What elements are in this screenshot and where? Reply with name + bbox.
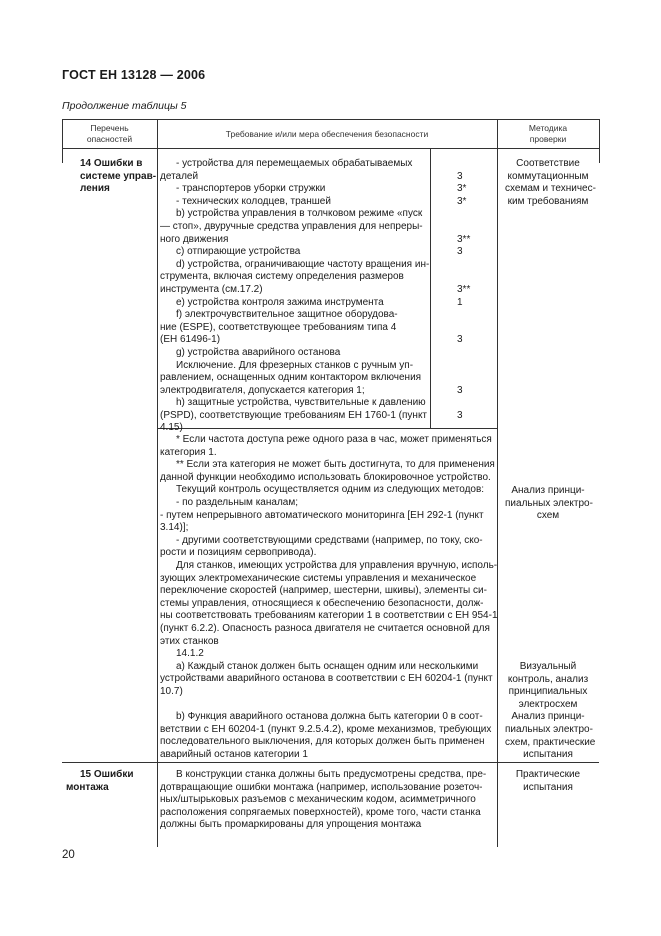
table-continuation-caption: Продолжение таблицы 5 [62, 100, 187, 112]
category-value: 1 [457, 296, 463, 308]
category-value: 3* [457, 183, 467, 195]
method-15: Практические испытания [515, 769, 581, 793]
category-value: 3** [457, 284, 471, 295]
category-divider [430, 148, 431, 428]
category-value: 3 [457, 334, 463, 346]
category-value: 3 [457, 384, 463, 396]
category-value: 3 [457, 410, 463, 421]
method-14-low: Визуальный контроль, анализ принципиальных электросхем Анализ принци- пиальных электро- схем, практические испытания [505, 661, 596, 761]
column-divider-1 [157, 119, 158, 847]
category-value: 3 [457, 246, 463, 258]
method-14-top: Соответствие коммутационным схемам и техничес- ким требованиям [505, 158, 596, 207]
column-header-requirements: Требование и/или мера обеспечения безопасности [225, 129, 429, 139]
page-number: 20 [62, 849, 75, 861]
requirements-15: В конструкции станка должны быть предусмотрены средства, пре- дотвращающие ошибки монтажа (например, использование розеточ- ных/штырьковых разъемов с механическим кодом, асимметричного расположения сопрягаемых поверхностей), кроме того, части станка должны быть промаркированы для упрощения монтажа [160, 769, 487, 831]
table-right-border [599, 119, 600, 163]
row-divider [62, 762, 599, 763]
column-header-hazards: Перечень опасностей [86, 123, 133, 144]
method-14-mid: Анализ принци- пиальных электро- схем [505, 485, 593, 522]
category-value: 3 [457, 170, 463, 182]
document-title: ГОСТ ЕН 13128 — 2006 [62, 68, 206, 82]
notes-14: * Если частота доступа реже одного раза в час, может применяться категория 1. ** Если эта категория не может быть достигнута, то для применения данной функции необходимо использовать блокировочное устройство. Текущий контроль осуществляется одним из следующих методов: - по раздельным каналам; - путем непрерывного автоматического мониторинга [ЕН 292-1 (пункт 3.14)]; - другими соответствующими средствами (например, по току, ско- рости и позициям сервопривода). Для станков, имеющих устройства для управления вручную, исполь- зующих электромеханические системы управления и механическое переключение скоростей (например, шестерни, шкивы), элементы си- стемы управления, относящиеся к обеспечению безопасности, долж- ны соответствовать требованиям категории 1 в соответствии с ЕН 954-1 (пункт 6.2.2). Опасность разноса двигателя не считается основной для этих станков 14.1.2 a) Каждый станок должен быть оснащен одним или несколькими устройствами аварийного останова в соответствии с ЕН 60204-1 (пункт 10.7) b) Функция аварийного останова должна быть категории 0 в соот- ветствии с ЕН 60204-1 (пункт 9.2.5.4.2), кроме механизмов, требующих последовательного выключения, для которых должен быть применен аварийный останов категории 1 [160, 434, 498, 760]
column-header-method: Методика проверки [528, 123, 568, 144]
hazard-14: 14 Ошибки в системе управ- ления [80, 158, 157, 195]
table-top-border [62, 119, 599, 120]
column-divider-2 [497, 119, 498, 847]
hazard-15: 15 Ошибки монтажа [66, 769, 134, 793]
table-header-bottom-border [62, 148, 599, 149]
category-value: 3** [457, 233, 471, 245]
requirements-14: - устройства для перемещаемых обрабатываемых деталей - транспортеров уборки стружки - технических колодцев, траншей b) устройства управления в толчковом режиме «пуск — стоп», двуручные средства управления для непреры- ного движения c) отпирающие устройства d) устройства, ограничивающие частоту вращения ин- струмента, включая систему определения размеров инструмента (см.17.2) e) устройства контроля зажима инструмента f) электрочувствительное защитное оборудова- ние (ESPE), соответствующее требованиям типа 4 (ЕН 61496-1) g) устройства аварийного останова Исключение. Для фрезерных станков с ручным уп- равлением, оснащенных одним контактором включения электродвигателя, допускается категория 1; h) защитные устройства, чувствительные к давлению (PSPD), соответствующие требованиям ЕН 1760-1 (пункт 4.15) [160, 158, 430, 434]
category-value: 3* [457, 195, 467, 207]
